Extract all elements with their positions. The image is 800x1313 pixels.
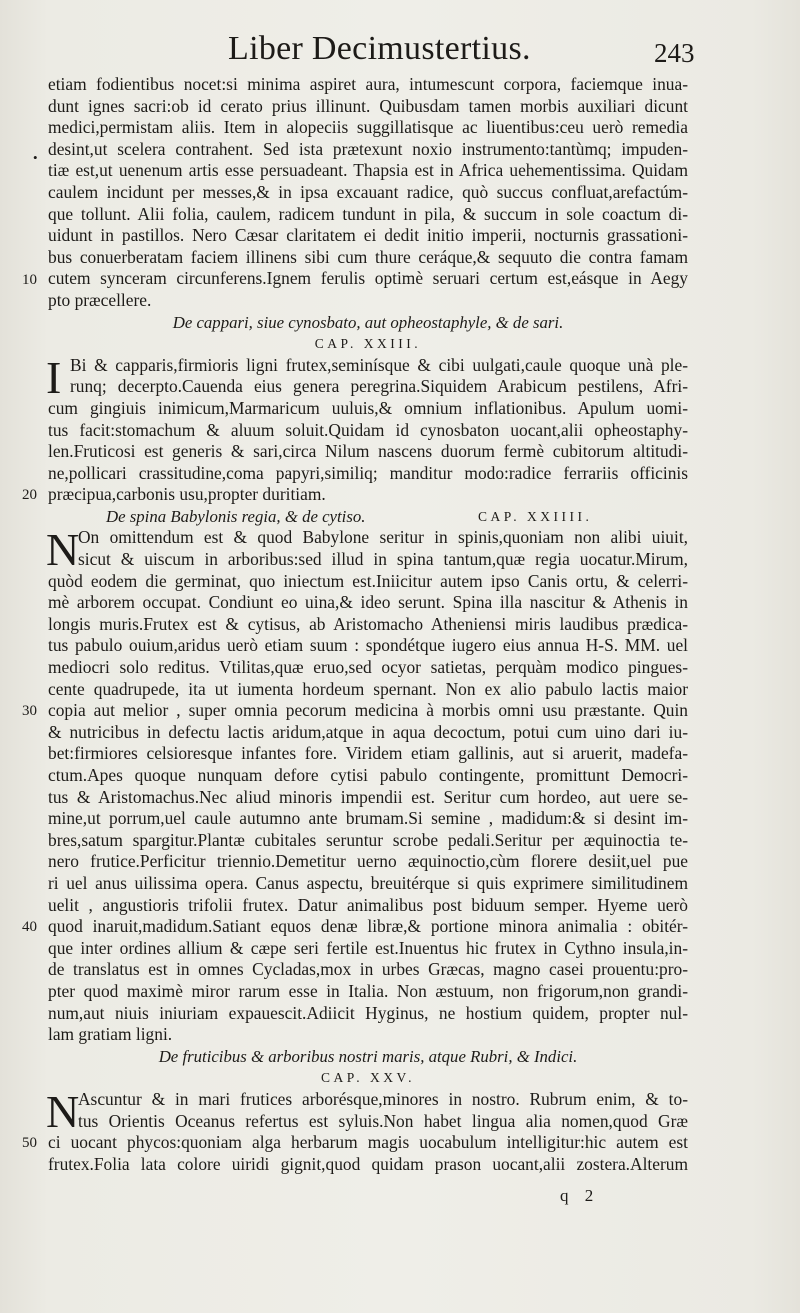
line-number-20: 20	[22, 487, 37, 503]
text-line: quod inaruit,madidum.Satiant equos denæ libræ,& portione minora animalia : obitér-	[48, 916, 688, 937]
text-line: desint,ut scelera contrahent. Sed ista prætexunt noxio instrumento:tantùmq; impuden-	[48, 138, 688, 159]
text-line: bet:firmiores celsioresque infantes fore. Viridem etiam gallinis, aut si aruerit, madefa-	[48, 743, 688, 764]
text-line: præcipua,carbonis usu,propter duritiam.	[48, 484, 326, 505]
chapter-number: CAP. XXV.	[321, 1070, 415, 1086]
text-line: etiam fodientibus nocet:si minima aspiret aura, intumescunt corpora, faciemque inua-	[48, 74, 688, 94]
text-line: runq; decerpto.Cauenda eius genera peregrina.Siquidem Arabicum pestilens, Afri-	[70, 376, 688, 397]
text-line: ri uel anus uilissima opera. Canus aspectu, breuitérque si quis exprimere similitudinem	[48, 872, 688, 893]
text-line: cum gingiuis inimicum,Marmaricum uuluis,& omnium inflationibus. Apulum uomi-	[48, 397, 688, 418]
text-line: longis muris.Frutex est & cytisus, ab Aristomacho Atheniensi miris laudibus prædica-	[48, 613, 688, 634]
text-line: frutex.Folia lata colore uiridi gignit,quod quidam prason uocant,alii zostera.Alterum	[48, 1153, 688, 1174]
text-line: pter quod maximè miror rarum esse in Italia. Non æstuum, non frigorum,non grandi-	[48, 980, 688, 1001]
drop-initial: N	[46, 524, 80, 576]
chapter-number: CAP. XXIIII.	[478, 508, 593, 524]
text-line: uidunt in pastillos. Nero Cæsar claritatem ei dedit initio imperii, nocturnis grassationi-	[48, 225, 688, 246]
text-line: bres,satum spargitur.Plantæ cubitales seruntur scrobe pedali.Seritur per æquinoctia te-	[48, 829, 688, 850]
text-line: bus conuerberatam faciem illinens sibi cum thure ceráque,& sequuto die contra famam	[48, 246, 688, 267]
signature-mark: q 2	[560, 1186, 600, 1205]
text-line: tiæ est,ut uenenum artis esse persuadeant. Thapsia est in Africa uehementissima. Quidam	[48, 160, 688, 181]
text-line: que tollunt. Alii folia, caulem, radicem tundunt in pila, & succum in sole coactum di-	[48, 203, 688, 224]
text-line: & nutricibus in defectu lactis aridum,atque in aqua decoctum, potui cum uino dari iu-	[48, 721, 688, 742]
text-line: tus Orientis Oceanus refertus est syluis.Non habet lingua alia nomen,quod Græ	[78, 1110, 688, 1131]
text-line: mè arborem occupat. Condiunt eo uina,& ideo serunt. Spina illa nascitur & Athenis in	[48, 592, 688, 613]
text-line: Ascuntur & in mari frutices arborésque,minores in nostro. Rubrum enim, & to-	[78, 1088, 688, 1109]
text-line: pto præcellere.	[48, 289, 152, 310]
chapter-heading-row	[48, 506, 688, 528]
chapter-number: CAP. XXIII.	[314, 336, 422, 352]
line-number-30: 30	[22, 703, 37, 719]
text-line: ctum.Apes quoque nunquam defore cytisi pabulo contingente, promittunt Democri-	[48, 765, 688, 785]
text-line: ne,pollicari crassitudine,coma papyri,similiq; manditur modo:radice ferrariis officinis	[48, 462, 688, 483]
chapter-heading: De cappari, siue cynosbato, aut opheostaphyle, & de sari.	[172, 312, 564, 332]
text-line: de translatus est in omnes Cycladas,mox in urbes Græcas, magno casei prouentu:pro-	[48, 959, 688, 980]
drop-initial: I	[46, 351, 62, 403]
text-line: mediocri solo reditus. Vtilitas,quæ eruo,sed ocyor satietas, perquàm modico pingues-	[48, 657, 688, 678]
line-number-50: 50	[22, 1135, 37, 1151]
text-line: cutem synceram circunferens.Ignem ferulis optimè seruari certum est,eásque in Aegy	[48, 268, 688, 289]
margin-mark: •	[33, 150, 38, 165]
text-line: que inter ordines allium & cæpe seri fertile est.Inuentus hic frutex in Cythno insula,in-	[48, 937, 688, 958]
text-line: On omittendum est & quod Babylone seritur in spinis,quoniam non alibi uiuit,	[78, 527, 688, 548]
text-line: tus pabulo ouium,aridus uerò etiam suum : spondétque iugero eius annua H-S. MM. uel	[48, 635, 688, 656]
text-line: caulem incidunt per messes,& in ipsa excauant radice, quò succus confluat,arefactúm-	[48, 181, 688, 202]
running-title: Liber Decimustertius.	[228, 30, 531, 67]
line-number-10: 10	[22, 272, 37, 288]
text-line: sicut & uiscum in arboribus:sed illud in spina tantum,quæ regia uocatur.Mirum,	[78, 549, 688, 570]
chapter-heading: De spina Babylonis regia, & de cytiso.	[106, 506, 366, 526]
text-line: mine,ut porrum,uel caule autumno ante brumam.Si semine , madidum:& si desint im-	[48, 808, 688, 829]
text-line: Bi & capparis,firmioris ligni frutex,seminísque & cibi uulgati,caule quoque unà ple-	[70, 354, 688, 375]
text-block	[48, 74, 688, 1175]
line-number-40: 40	[22, 919, 37, 935]
text-line: uelit , angustioris trifolii frutex. Datur animalibus post biduum semper. Hyeme uerò	[48, 894, 688, 915]
text-line: ci uocant phycos:quoniam alga herbarum magis uocabulum intelligitur:hic autem est	[48, 1132, 688, 1153]
text-line: num,aut niuis iniuriam expauescit.Adiicit Hyginus, ne hostium quidem, propter nul-	[48, 1002, 688, 1023]
text-line: len.Fruticosi est generis & sari,circa Nilum nascens duorum fermè cubitorum altitudi-	[48, 441, 688, 462]
page-number: 243	[654, 38, 695, 68]
text-line: tus & Aristomachus.Nec aliud minoris impendii est. Seritur cum hordeo, aut uere se-	[48, 786, 688, 807]
text-line: quòd eodem die germinat, quo iniectum est.Iniicitur autem ipso Canis ortu, & celerri-	[48, 570, 688, 591]
chapter-24-paragraph	[46, 524, 688, 1045]
text-line: medici,permistam aliis. Item in alopeciis suggillatisque ac liuentibus:ceu uerò remedia	[48, 117, 688, 138]
text-line: nero frutice.Perficitur triennio.Demetitur uerno æquinoctio,cùm florere desiit,uel pue	[48, 851, 688, 872]
running-head	[0, 30, 800, 74]
chapter-23-paragraph	[46, 351, 688, 506]
text-line: lam gratiam ligni.	[48, 1024, 173, 1045]
drop-initial: N	[46, 1085, 80, 1137]
opening-paragraph	[48, 74, 688, 312]
text-line: cente quadrupede, ita ut iumenta hordeum spernant. Non ex alio pabulo lactis maior	[48, 678, 688, 699]
chapter-25-paragraph	[46, 1085, 688, 1175]
chapter-heading: De fruticibus & arboribus nostri maris, atque Rubri, & Indici.	[158, 1046, 578, 1066]
text-line: copia aut melior , super omnia pecorum medicina à morbis omni usu præstante. Quin	[48, 700, 688, 721]
text-line: dunt ignes sacri:ob id cerato prius illinunt. Quibusdam tamen morbis auxiliari dicunt	[48, 95, 688, 116]
text-line: tus facit:stomachum & aluum soluit.Quidam id cynosbaton uocant,alii opheostaphy-	[48, 419, 688, 440]
